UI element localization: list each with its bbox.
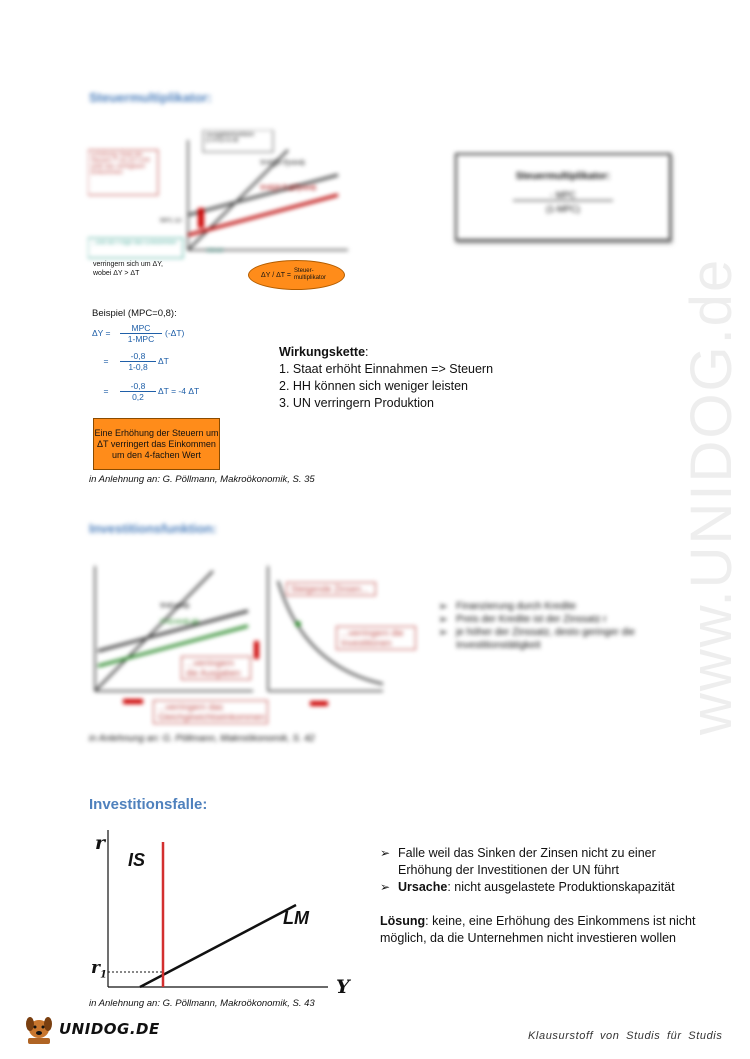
label-bottom-box: ...und als Folge das Einkommen — [91, 240, 177, 246]
steuermultiplikator-diagram — [88, 130, 353, 295]
example-line2-den: 1-0,8 — [128, 361, 148, 372]
investitionsfunktion-diagram — [88, 556, 404, 736]
chain-item-2: 2. HH können sich weniger leisten — [279, 379, 468, 393]
wirkungskette-title-row — [279, 344, 493, 361]
example-line1-num: MPC — [120, 323, 162, 334]
axis-label-r: r — [95, 832, 106, 854]
invest-bullet-3: ➢ je höher der Zinssatz, desto geringer die Investitionstätigkeit — [438, 626, 678, 652]
label-mpc: MPC·ΔT — [160, 218, 184, 224]
section-heading-steuermultiplikator: Steuermultiplikator: — [89, 90, 212, 105]
logo-text: UNIDOG.DE — [59, 1020, 160, 1038]
section-heading-investitionsfalle: Investitionsfalle: — [89, 796, 208, 813]
invest-label-box2: ...verringern das Gleichgewichtseinkommen — [153, 700, 268, 724]
source-note-3: in Anlehnung an: G. Pöllmann, Makroökonomik, S. 43 — [89, 998, 315, 1009]
watermark: www.UNIDOG.de — [679, 257, 744, 735]
example-line1-frac — [120, 323, 162, 344]
r1-label-main: r — [91, 958, 100, 978]
investitionsfalle-chart — [88, 830, 358, 1000]
invest-label-l1: Y=C+I+G — [160, 603, 190, 610]
axis-label-y: Y — [336, 976, 350, 998]
oval-text: Steuer-multiplikator — [293, 268, 326, 281]
example-line3-den: 0,2 — [132, 391, 144, 402]
falle-bullet-2 — [380, 879, 700, 896]
is-label: IS — [128, 850, 146, 870]
example-line2-rhs: ΔT — [158, 356, 169, 366]
label-top-box: Ausgabenfunktion C+I+G+X-M — [206, 132, 255, 144]
example-line2-lhs: = — [103, 356, 109, 366]
orange-box-text: Eine Erhöhung der Steuern um ΔT verringert das Einkommen um den 4-fachen Wert — [94, 427, 219, 460]
example-line2-num: -0,8 — [120, 351, 156, 362]
invest-label-box3: Steigende Zinsen... — [286, 582, 376, 596]
invest-label-box4: ...verringern die Investitionen — [336, 626, 416, 650]
dog-logo-icon — [22, 1012, 58, 1046]
cause-label: Ursache — [398, 880, 448, 894]
label-curve-lower: Y=C(Y-T-ΔT)+I+G — [260, 185, 317, 192]
invest-bullet-1: ➢ Finanzierung durch Kredite — [438, 600, 678, 613]
label-bottom-text: verringern sich um ΔY, wobei ΔY > ΔT — [93, 261, 163, 277]
formula-box — [455, 153, 671, 241]
wirkungskette-title: Wirkungskette — [279, 345, 366, 359]
invest-label-box1: ...verringern die Ausgaben — [181, 656, 251, 680]
wirkungskette-colon: : — [365, 345, 369, 359]
r1-label-sub: 1 — [99, 969, 107, 981]
chain-item-1: 1. Staat erhöht Einnahmen => Steuern — [279, 362, 494, 376]
wirkungskette — [279, 344, 493, 412]
label-steuer: Steuer — [206, 248, 224, 254]
example-line1-rhs: (-ΔT) — [165, 328, 185, 338]
example-line-1 — [92, 320, 222, 346]
invest-bullets — [438, 600, 678, 652]
example-line3-frac — [120, 381, 156, 402]
orange-result-box — [93, 418, 220, 470]
example-line3-lhs: = — [103, 386, 109, 396]
example-line2-frac — [120, 351, 156, 372]
chain-item-3: 3. UN verringern Produktion — [279, 396, 434, 410]
footer-logo — [22, 1012, 160, 1046]
falle-bullet-1: ➢ Falle weil das Sinken der Zinsen nicht zu einer Erhöhung der Investitionen der UN führt — [380, 845, 700, 879]
example-line1-den: 1-MPC — [127, 333, 155, 344]
source-note-1: in Anlehnung an: G. Pöllmann, Makroökonomik, S. 35 — [89, 474, 315, 485]
formula-numerator: - MPC — [513, 190, 613, 201]
example-line1-lhs: ΔY = — [92, 328, 111, 338]
label-left-box: Erhöhung Staat die Steuern T um ΔT=100 sinkt das verfügbare Einkommen — [91, 152, 150, 176]
invest-bullet-2: ➢ Preis der Kredite ist der Zinssatz r — [438, 613, 678, 626]
invest-label-l2: Y=C+I+G-ΔI — [160, 619, 199, 626]
solution-text: : keine, eine Erhöhung des Einkommens ist nicht möglich, da die Unternehmen nicht investieren wollen — [380, 914, 696, 945]
multiplier-oval — [248, 260, 345, 290]
falle-explanation — [380, 845, 700, 947]
example-title: Beispiel (MPC=0,8): — [92, 308, 177, 319]
label-curve-upper: Y=C(Y-T)+I+G — [260, 160, 305, 167]
lm-label: LM — [283, 908, 309, 928]
formula-denominator: (1-MPC) — [546, 204, 580, 214]
example-line3-num: -0,8 — [120, 381, 156, 392]
example-line-2 — [92, 346, 222, 376]
r1-label — [91, 958, 107, 980]
solution-label: Lösung — [380, 914, 426, 928]
example-formulas — [92, 320, 222, 406]
oval-fraction: ΔY / ΔT = — [261, 271, 291, 279]
source-note-2: in Anlehnung an: G. Pöllmann, Makroökonomik, S. 42 — [89, 733, 315, 744]
example-line-3 — [92, 376, 222, 406]
section-heading-investitionsfunktion: Investitionsfunktion: — [89, 521, 217, 536]
formula-box-title: Steuermultiplikator: — [515, 171, 611, 182]
cause-text: : nicht ausgelastete Produktionskapazität — [447, 880, 675, 894]
example-line3-rhs: ΔT = -4 ΔT — [158, 386, 200, 396]
solution — [380, 913, 700, 947]
footer-tagline: Klausurstoff von Studis für Studis — [528, 1030, 723, 1042]
